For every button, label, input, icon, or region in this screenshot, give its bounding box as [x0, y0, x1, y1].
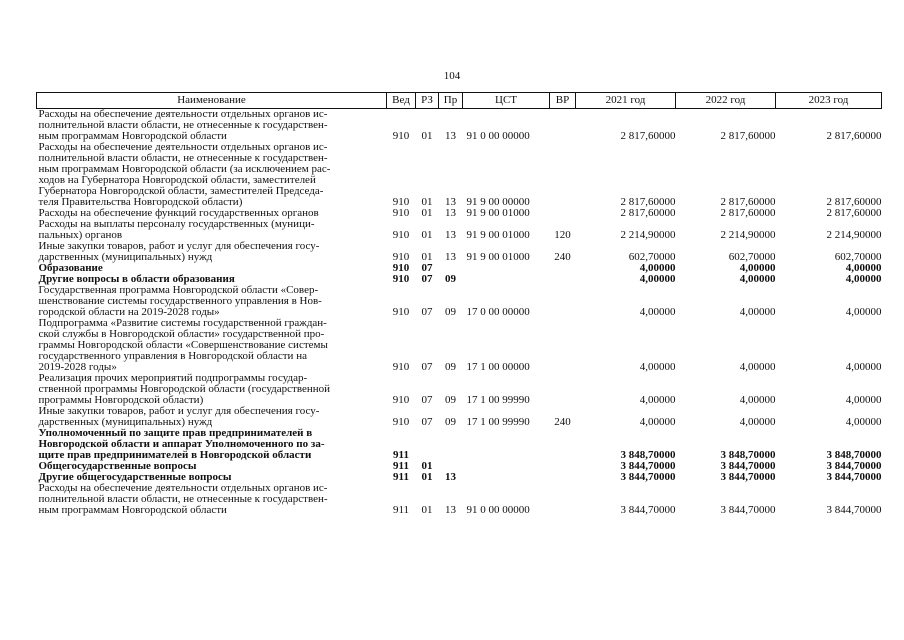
- page-number: 104: [443, 70, 461, 82]
- row-cst: [463, 461, 550, 472]
- row-rz: 01: [421, 130, 433, 142]
- row-value-2023: 3 844,70000: [826, 460, 882, 472]
- row-vr: [550, 472, 576, 483]
- row-ved: 910: [392, 306, 410, 318]
- table-row: [37, 285, 882, 318]
- table-row: [37, 428, 882, 461]
- row-cst: [463, 274, 550, 285]
- row-vr: [550, 373, 576, 406]
- row-name: Образование: [38, 262, 103, 274]
- row-pr: 13: [445, 229, 456, 241]
- row-cst: 17 1 00 00000: [466, 361, 530, 373]
- row-value-2023: 4,00000: [845, 306, 882, 318]
- row-rz: [416, 428, 439, 461]
- table-header: [37, 93, 882, 109]
- row-vr: [550, 285, 576, 318]
- row-vr: 120: [554, 229, 571, 241]
- row-vr: [550, 208, 576, 219]
- table-row: [37, 373, 882, 406]
- row-cst: 91 9 00 01000: [466, 207, 530, 219]
- row-pr: 09: [445, 273, 456, 285]
- row-pr: 09: [445, 306, 456, 318]
- row-value-2022: 2 817,60000: [720, 196, 776, 208]
- row-value-2023: 3 848,70000: [826, 449, 882, 461]
- table-body: [37, 109, 882, 517]
- row-name: Уполномоченный по защите прав предпринимателей в Новгородской области и аппарат Уполномоченного по за- щите прав предпринимателей в Новгородской области: [38, 427, 325, 461]
- row-name: Общегосударственные вопросы: [38, 460, 197, 472]
- row-value-2022: 3 844,70000: [720, 471, 776, 483]
- row-cst: 17 0 00 00000: [466, 306, 530, 318]
- row-pr: 13: [445, 251, 456, 263]
- row-value-2022: 3 844,70000: [720, 504, 776, 516]
- row-value-2022: 4,00000: [739, 262, 776, 274]
- header-2021: 2021 год: [576, 93, 676, 109]
- row-name: Расходы на обеспечение деятельности отдельных органов ис- полнительной власти области, не отнесенные к государствен- ным программам Новгородской области: [38, 482, 328, 516]
- table-row: [37, 406, 882, 428]
- row-vr: 240: [554, 251, 571, 263]
- row-value-2021: 4,00000: [639, 394, 676, 406]
- row-rz: 07: [421, 262, 433, 274]
- row-ved: 910: [392, 262, 410, 274]
- row-value-2023: 4,00000: [845, 273, 882, 285]
- row-value-2022: 4,00000: [739, 306, 776, 318]
- header-ved: Вед: [387, 93, 416, 109]
- row-ved: 910: [392, 207, 410, 219]
- row-value-2021: 602,70000: [628, 251, 676, 263]
- row-pr: 09: [445, 394, 456, 406]
- row-cst: 91 9 00 01000: [466, 229, 530, 241]
- row-name: Расходы на обеспечение деятельности отдельных органов ис- полнительной власти области, не отнесенные к государствен- ным программам Новгородской области: [38, 108, 328, 142]
- row-value-2022: 4,00000: [739, 416, 776, 428]
- row-rz: 07: [421, 361, 433, 373]
- row-value-2022: 2 817,60000: [720, 207, 776, 219]
- row-cst: [463, 428, 550, 461]
- row-value-2021: 4,00000: [639, 361, 676, 373]
- row-value-2023: 3 844,70000: [826, 471, 882, 483]
- row-value-2021: 4,00000: [639, 273, 676, 285]
- row-vr: 240: [554, 416, 571, 428]
- row-pr: 13: [445, 207, 456, 219]
- table-row: [37, 483, 882, 516]
- row-rz: 07: [421, 273, 433, 285]
- row-value-2023: 2 214,90000: [826, 229, 882, 241]
- row-rz: 07: [421, 416, 433, 428]
- header-2022: 2022 год: [676, 93, 776, 109]
- row-rz: 01: [421, 471, 433, 483]
- row-name: Другие общегосударственные вопросы: [38, 471, 232, 483]
- row-ved: 911: [393, 460, 409, 472]
- row-ved: 910: [392, 394, 410, 406]
- row-name: Государственная программа Новгородской области «Совер- шенствование системы государственного управления в Нов- городской области на 2019-2028 годы»: [38, 284, 322, 318]
- row-vr: [550, 318, 576, 373]
- row-vr: [550, 428, 576, 461]
- row-cst: 17 1 00 99990: [466, 394, 530, 406]
- row-cst: 91 9 00 01000: [466, 251, 530, 263]
- row-value-2023: 4,00000: [845, 416, 882, 428]
- row-value-2022: 3 844,70000: [720, 460, 776, 472]
- row-pr: 13: [445, 196, 456, 208]
- header-rz: РЗ: [416, 93, 439, 109]
- row-vr: [550, 461, 576, 472]
- row-value-2021: 2 817,60000: [620, 207, 676, 219]
- row-value-2021: 4,00000: [639, 306, 676, 318]
- row-rz: 01: [421, 504, 433, 516]
- table-row: [37, 318, 882, 373]
- row-name: Реализация прочих мероприятий подпрограммы государ- ственной программы Новгородской области (государственной программы Новгородской области): [38, 372, 330, 406]
- table-row: [37, 241, 882, 263]
- row-vr: [550, 274, 576, 285]
- row-ved: 910: [392, 361, 410, 373]
- header-vr: ВР: [550, 93, 576, 109]
- row-value-2022: 4,00000: [739, 394, 776, 406]
- row-ved: 910: [392, 130, 410, 142]
- row-ved: 910: [392, 416, 410, 428]
- row-value-2022: 2 214,90000: [720, 229, 776, 241]
- row-value-2023: 2 817,60000: [826, 207, 882, 219]
- row-value-2022: 602,70000: [728, 251, 776, 263]
- row-name: Иные закупки товаров, работ и услуг для обеспечения госу- дарственных (муниципальных) нужд: [38, 240, 320, 263]
- row-pr: 09: [445, 416, 456, 428]
- row-cst: [463, 263, 550, 274]
- row-value-2022: 4,00000: [739, 273, 776, 285]
- row-cst: 91 0 00 00000: [466, 504, 530, 516]
- row-ved: 910: [392, 196, 410, 208]
- table-row: [37, 142, 882, 208]
- row-value-2023: 2 817,60000: [826, 196, 882, 208]
- row-name: Расходы на выплаты персоналу государственных (муници- пальных) органов: [38, 218, 315, 241]
- table-row: [37, 109, 882, 143]
- budget-table: [36, 92, 882, 516]
- row-name: Другие вопросы в области образования: [38, 273, 235, 285]
- row-rz: 01: [421, 207, 433, 219]
- row-pr: [439, 428, 463, 461]
- row-cst: [463, 472, 550, 483]
- row-value-2021: 4,00000: [639, 416, 676, 428]
- row-pr: 13: [445, 130, 456, 142]
- row-rz: 01: [421, 229, 433, 241]
- row-rz: 01: [421, 251, 433, 263]
- row-value-2021: 3 844,70000: [620, 471, 676, 483]
- row-name: Подпрограмма «Развитие системы государственной граждан- ской службы в Новгородской области» государственной про- граммы Новгородской области «Совершенствование системы государственного управления в Новгородской области на 2019-2028 годы»: [38, 317, 328, 373]
- row-rz: 07: [421, 306, 433, 318]
- row-ved: 911: [393, 471, 409, 483]
- row-value-2022: 2 817,60000: [720, 130, 776, 142]
- row-ved: 910: [392, 229, 410, 241]
- row-value-2021: 2 214,90000: [620, 229, 676, 241]
- row-value-2021: 3 844,70000: [620, 460, 676, 472]
- row-name: Расходы на обеспечение деятельности отдельных органов ис- полнительной власти области, не отнесенные к государствен- ным программам Новгородской области (за исключением рас- ходов на Губернатора Новгородской области, заместителей Губернатора Новгородской области, заместителей Председа- теля Правительства Новгородской области): [38, 141, 331, 208]
- row-rz: 01: [421, 460, 433, 472]
- row-value-2023: 4,00000: [845, 361, 882, 373]
- row-cst: 91 9 00 00000: [466, 196, 530, 208]
- row-cst: 91 0 00 00000: [466, 130, 530, 142]
- row-value-2023: 602,70000: [834, 251, 882, 263]
- row-rz: 01: [421, 196, 433, 208]
- row-value-2022: 3 848,70000: [720, 449, 776, 461]
- row-vr: [550, 263, 576, 274]
- row-cst: 17 1 00 99990: [466, 416, 530, 428]
- header-pr: Пр: [439, 93, 463, 109]
- row-value-2023: 4,00000: [845, 262, 882, 274]
- row-value-2021: 3 848,70000: [620, 449, 676, 461]
- row-value-2023: 4,00000: [845, 394, 882, 406]
- row-value-2021: 2 817,60000: [620, 130, 676, 142]
- row-value-2023: 2 817,60000: [826, 130, 882, 142]
- row-name: Иные закупки товаров, работ и услуг для обеспечения госу- дарственных (муниципальных) нужд: [38, 405, 320, 428]
- row-name: Расходы на обеспечение функций государственных органов: [38, 207, 319, 219]
- row-pr: 13: [445, 471, 456, 483]
- row-value-2021: 4,00000: [639, 262, 676, 274]
- row-pr: 09: [445, 361, 456, 373]
- row-value-2023: 3 844,70000: [826, 504, 882, 516]
- header-2023: 2023 год: [776, 93, 882, 109]
- row-value-2021: 2 817,60000: [620, 196, 676, 208]
- row-vr: [550, 142, 576, 208]
- header-name: Наименование: [37, 93, 387, 109]
- row-pr: 13: [445, 504, 456, 516]
- row-ved: 910: [392, 273, 410, 285]
- row-vr: [550, 109, 576, 143]
- row-ved: 911: [392, 504, 410, 516]
- header-cst: ЦСТ: [463, 93, 550, 109]
- row-ved: 911: [393, 449, 409, 461]
- row-value-2021: 3 844,70000: [620, 504, 676, 516]
- row-value-2022: 4,00000: [739, 361, 776, 373]
- table-row: [37, 219, 882, 241]
- row-rz: 07: [421, 394, 433, 406]
- row-ved: 910: [392, 251, 410, 263]
- row-vr: [550, 483, 576, 516]
